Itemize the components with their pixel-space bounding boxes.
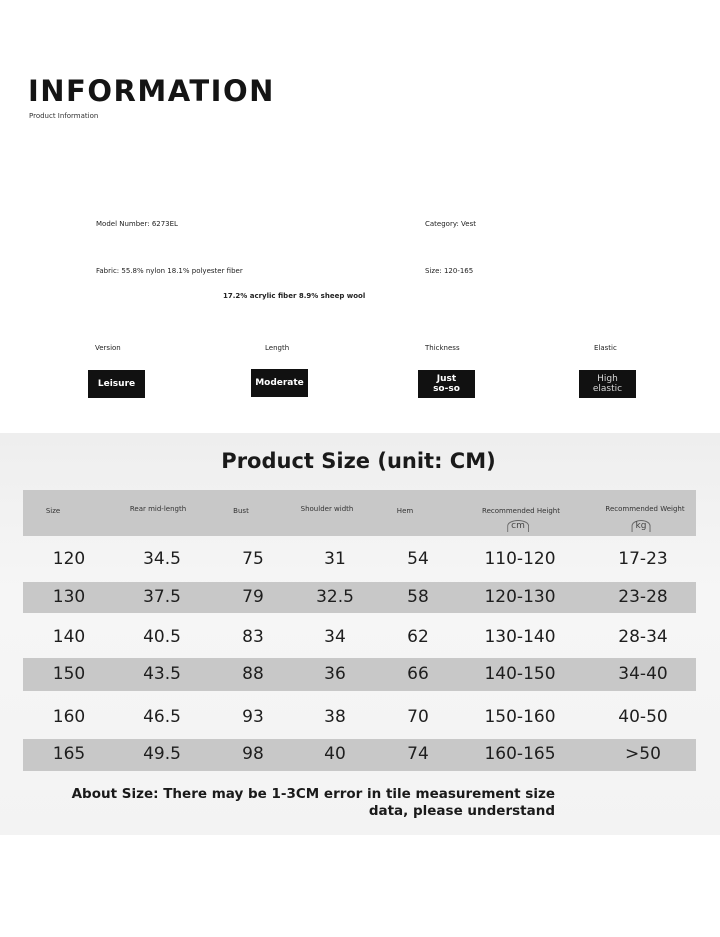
fabric-line-1: Fabric: 55.8% nylon 18.1% polyester fiber [96, 267, 243, 275]
category: Category: Vest [425, 220, 476, 228]
badge-thickness-line-1: Just [436, 374, 457, 384]
size-table-title: Product Size (unit: CM) [221, 449, 496, 473]
cell-size: 160 [52, 707, 86, 727]
cell-size: 150 [52, 664, 86, 684]
cell-shoulder-width: 40 [324, 744, 346, 764]
attr-label-length: Length [265, 344, 290, 352]
cell-shoulder-width: 36 [324, 664, 346, 684]
cell-rear-mid-length: 40.5 [143, 627, 181, 647]
table-row [23, 542, 696, 576]
header-hem: Hem [396, 507, 414, 515]
height-unit-mark: cm [507, 520, 529, 532]
cell-height: 120-130 [484, 587, 556, 607]
badge-elastic [579, 370, 636, 398]
cell-bust: 79 [242, 587, 264, 607]
badge-thickness-line-2: so-so [433, 384, 460, 394]
table-row [23, 658, 696, 691]
cell-height: 150-160 [484, 707, 556, 727]
table-row [23, 739, 696, 771]
header-rear-mid-length: Rear mid-length [129, 505, 187, 513]
cell-bust: 88 [242, 664, 264, 684]
cell-size: 140 [52, 627, 86, 647]
badge-length-text: Moderate [255, 378, 304, 388]
table-row [23, 620, 696, 654]
cell-rear-mid-length: 34.5 [143, 549, 181, 569]
size-note [60, 786, 555, 820]
attr-label-version: Version [95, 344, 121, 352]
weight-unit-mark: kg [632, 520, 651, 532]
size-note-line-1: About Size: There may be 1-3CM error in tile measurement size [71, 786, 555, 802]
attr-label-elastic: Elastic [594, 344, 617, 352]
cell-weight: 34-40 [618, 664, 668, 684]
badge-length [251, 369, 308, 397]
model-number: Model Number: 6273EL [96, 220, 178, 228]
cell-weight: >50 [625, 744, 661, 764]
cell-hem: 74 [407, 744, 429, 764]
cell-size: 130 [52, 587, 86, 607]
header-size: Size [45, 507, 61, 515]
page-subtitle: Product Information [29, 112, 99, 120]
cell-shoulder-width: 38 [324, 707, 346, 727]
table-row [23, 582, 696, 613]
size-range: Size: 120-165 [425, 267, 474, 275]
table-row [23, 700, 696, 734]
cell-bust: 83 [242, 627, 264, 647]
size-table-header [23, 490, 696, 536]
cell-size: 165 [52, 744, 86, 764]
cell-height: 140-150 [484, 664, 556, 684]
cell-hem: 62 [407, 627, 429, 647]
cell-hem: 66 [407, 664, 429, 684]
cell-weight: 23-28 [618, 587, 668, 607]
cell-rear-mid-length: 37.5 [143, 587, 181, 607]
cell-rear-mid-length: 49.5 [143, 744, 181, 764]
header-bust: Bust [233, 507, 249, 515]
attr-label-thickness: Thickness [425, 344, 460, 352]
cell-bust: 93 [242, 707, 264, 727]
badge-thickness [418, 370, 475, 398]
cell-size: 120 [52, 549, 86, 569]
cell-rear-mid-length: 43.5 [143, 664, 181, 684]
cell-shoulder-width: 31 [324, 549, 346, 569]
page-title: INFORMATION [28, 74, 275, 108]
cell-bust: 98 [242, 744, 264, 764]
header-recommended-weight: Recommended Weight [605, 505, 685, 513]
cell-weight: 40-50 [618, 707, 668, 727]
cell-weight: 28-34 [618, 627, 668, 647]
size-note-line-2: data, please understand [368, 803, 555, 819]
cell-height: 130-140 [484, 627, 556, 647]
badge-elastic-line-2: elastic [592, 384, 623, 394]
badge-elastic-line-1: High [597, 374, 618, 384]
cell-hem: 54 [407, 549, 429, 569]
badge-version [88, 370, 145, 398]
fabric-line-2: 17.2% acrylic fiber 8.9% sheep wool [223, 292, 366, 300]
cell-hem: 58 [407, 587, 429, 607]
cell-shoulder-width: 34 [324, 627, 346, 647]
header-recommended-height: Recommended Height [482, 507, 560, 515]
badge-version-text: Leisure [97, 379, 136, 389]
cell-shoulder-width: 32.5 [316, 587, 354, 607]
cell-height: 110-120 [484, 549, 556, 569]
cell-height: 160-165 [484, 744, 556, 764]
cell-hem: 70 [407, 707, 429, 727]
cell-bust: 75 [242, 549, 264, 569]
cell-weight: 17-23 [618, 549, 668, 569]
cell-rear-mid-length: 46.5 [143, 707, 181, 727]
header-shoulder-width: Shoulder width [300, 505, 354, 513]
